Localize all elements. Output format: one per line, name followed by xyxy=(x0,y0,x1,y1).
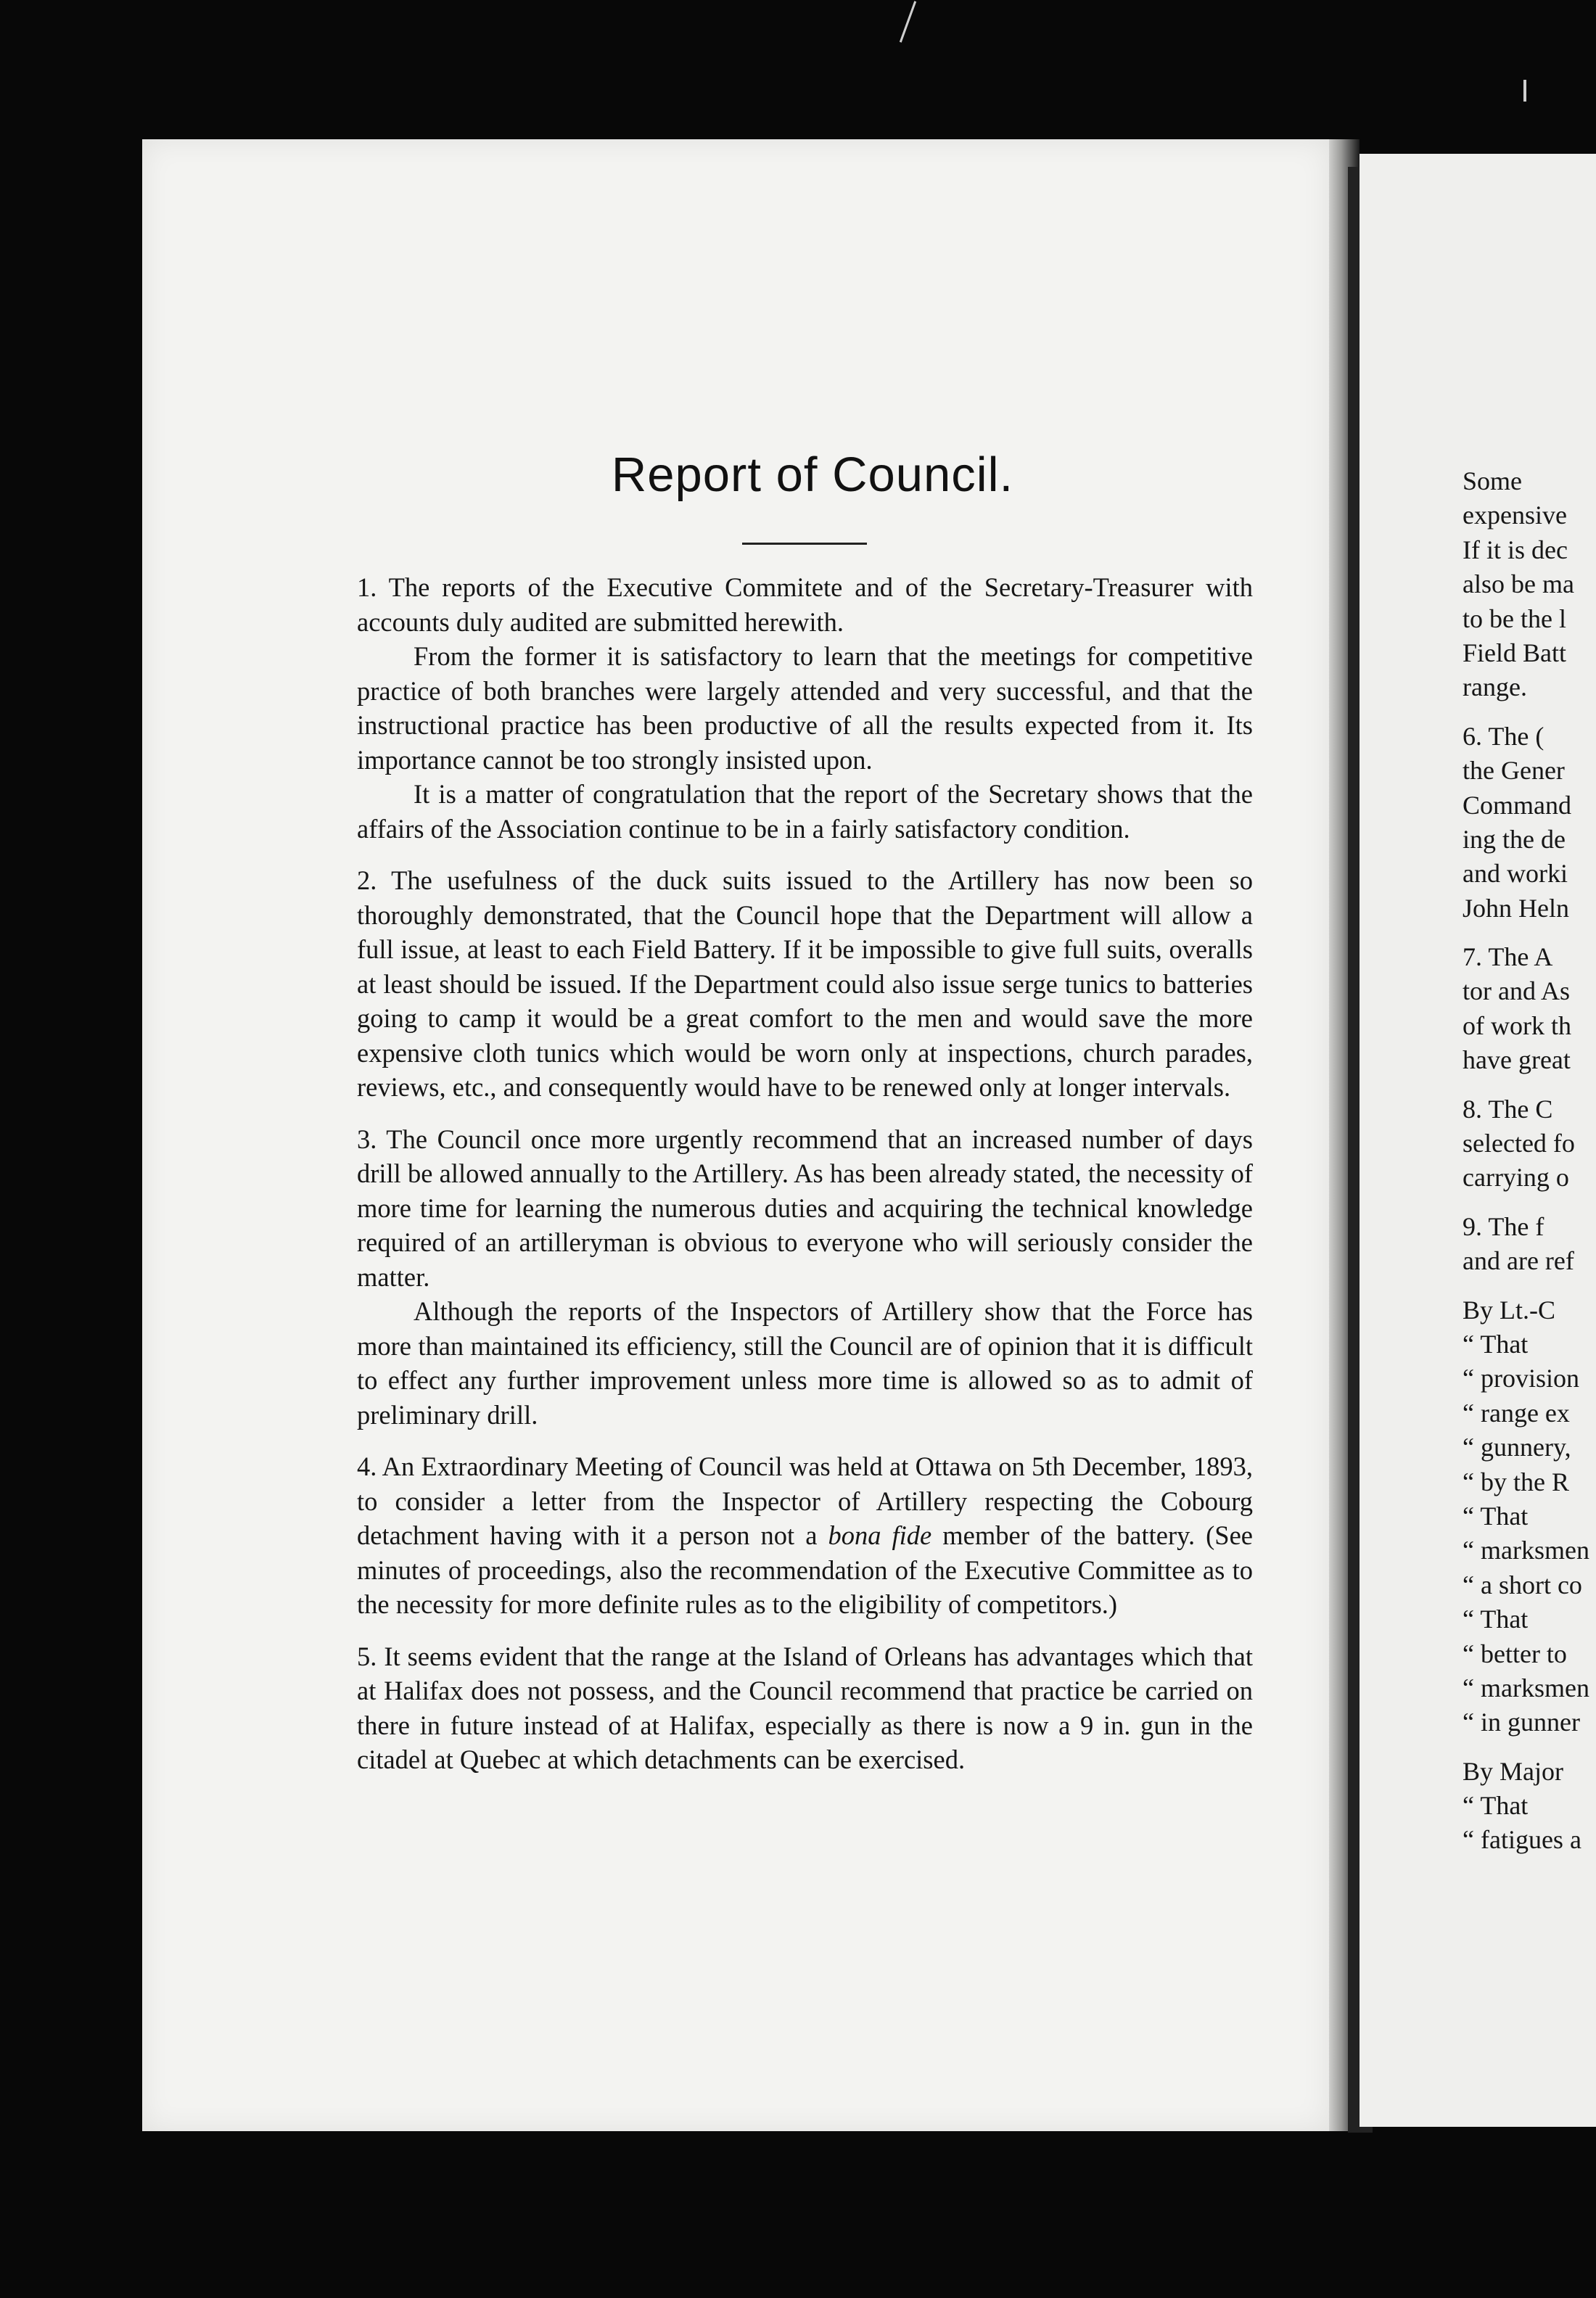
paragraph-4-end: member of the battery. (See minutes of proceedings, also the recommendation of the Executive Committee as to the necessity for more definite rules as to the eligibility of competitors.) xyxy=(357,1520,1254,1619)
right-page-line: Some xyxy=(1463,466,1523,495)
right-page-line: “ marksmen xyxy=(1463,1673,1589,1702)
report-body xyxy=(357,570,1253,1777)
right-page-line: carrying o xyxy=(1463,1163,1569,1193)
right-page-line: and are ref xyxy=(1463,1246,1574,1276)
right-page-line: “ a short co xyxy=(1463,1570,1582,1599)
right-page-line: “ That xyxy=(1463,1791,1529,1821)
paragraph-3-continued: Although the reports of the Inspectors of Artillery show that the Force has more than maintained its efficiency, still the Council are of opinion that it is difficult to effect any further improvement unless more time is allowed so as to admit of preliminary drill. xyxy=(357,1296,1253,1430)
right-page-gap xyxy=(1463,1740,1596,1755)
right-page-line: By Major xyxy=(1463,1756,1563,1786)
right-page-line: expensive xyxy=(1463,501,1567,530)
paragraph-2: 2. The usefulness of the duck suits issued to the Artillery has now been so thoroughly demonstrated, that the Council hope that the Department will allow a full issue, at least to each Field Battery. If it be impossible to give full suits, overalls at least should be issued. If the Department could also issue serge tunics to batteries going to camp it would be a great comfort to the men and would save the more expensive cloth tunics which would be worn only at inspections, church parades, reviews, etc., and consequently would have to be renewed only at longer intervals. xyxy=(357,865,1253,1102)
paragraph-3: 3. The Council once more urgently recommend that an increased number of days drill be allowed annually to the Artillery. As has been already stated, the necessity of more time for learning the numerous duties and acquiring the technical knowledge required of an artilleryman is obvious to everyone who will seriously consider the matter. xyxy=(357,1124,1253,1292)
right-page-line: tor and As xyxy=(1463,976,1570,1006)
right-page-line: also be ma xyxy=(1463,569,1574,599)
right-page-gap xyxy=(1463,1078,1596,1092)
right-page-line: have great xyxy=(1463,1045,1571,1075)
right-page-line: “ fatigues a xyxy=(1463,1825,1581,1855)
title-divider xyxy=(742,543,867,545)
right-page-line: “ That xyxy=(1463,1501,1529,1531)
right-page-line: “ in gunner xyxy=(1463,1708,1580,1737)
paragraph-4 xyxy=(357,1449,1253,1622)
right-page-gap xyxy=(1463,926,1596,940)
right-page-line: to be the l xyxy=(1463,604,1566,633)
paragraph-1-closing: It is a matter of congratulation that the report of the Secretary shows that the affairs of the Association continue to be in a fairly satisfactory condition. xyxy=(357,779,1253,844)
paragraph-5: 5. It seems evident that the range at the Island of Orleans has advantages which that at Halifax does not possess, and the Council recommend that practice be carried on there in future instead of at Halifax, especially as there is now a 9 in. gun in the citadel at Quebec at which detachments can be exercised. xyxy=(357,1641,1253,1774)
right-page-gap xyxy=(1463,1195,1596,1210)
right-page-line: If it is dec xyxy=(1463,535,1568,564)
right-page-line: and worki xyxy=(1463,859,1568,889)
right-page-line: John Heln xyxy=(1463,893,1569,923)
paragraph-4-start: 4. An Extraordinary Meeting of Council was held at Ottawa on 5th December, 1893, to consider a letter from the Inspector of Artillery respecting the Cobourg detachment having with it a person not a xyxy=(357,1451,1253,1550)
right-page-line: Field Batt xyxy=(1463,638,1566,667)
right-page-line: “ provision xyxy=(1463,1364,1579,1393)
right-page-line: “ range ex xyxy=(1463,1398,1570,1428)
right-page-text xyxy=(1463,464,1596,1858)
right-page-gap xyxy=(1463,705,1596,720)
right-page-line: Command xyxy=(1463,790,1571,820)
right-page-line: the Gener xyxy=(1463,756,1565,786)
paragraph-1: 1. The reports of the Executive Commitete and of the Secretary-Treasurer with accounts duly audited are submitted herewith. xyxy=(357,572,1253,637)
right-page-line: “ by the R xyxy=(1463,1467,1569,1496)
right-page-line: 7. The A xyxy=(1463,942,1553,972)
right-page-line: “ That xyxy=(1463,1605,1529,1634)
right-page-line: “ gunnery, xyxy=(1463,1433,1571,1462)
right-page-line: 8. The C xyxy=(1463,1094,1553,1124)
right-page-line: “ better to xyxy=(1463,1639,1567,1668)
right-page-line: 6. The ( xyxy=(1463,721,1544,751)
right-page-gap xyxy=(1463,1279,1596,1293)
right-page-line: of work th xyxy=(1463,1010,1571,1040)
right-page-line: 9. The f xyxy=(1463,1211,1544,1241)
right-page-line: By Lt.-C xyxy=(1463,1295,1556,1325)
right-page-line: “ That xyxy=(1463,1329,1529,1359)
right-page-line: ing the de xyxy=(1463,824,1566,854)
paragraph-4-italic: bona fide xyxy=(828,1520,932,1550)
right-page-line: “ marksmen xyxy=(1463,1536,1589,1565)
page-title: Report of Council. xyxy=(611,448,1014,502)
right-page-line: selected fo xyxy=(1463,1129,1575,1158)
right-page-line: range. xyxy=(1463,672,1527,702)
scan-scratch xyxy=(1523,80,1526,102)
paragraph-1-continued: From the former it is satisfactory to learn that the meetings for competitive practice of both branches were largely attended and very successful, and that the instructional practice has been productive of all the results expected from it. Its importance cannot be too strongly insisted upon. xyxy=(357,641,1253,775)
